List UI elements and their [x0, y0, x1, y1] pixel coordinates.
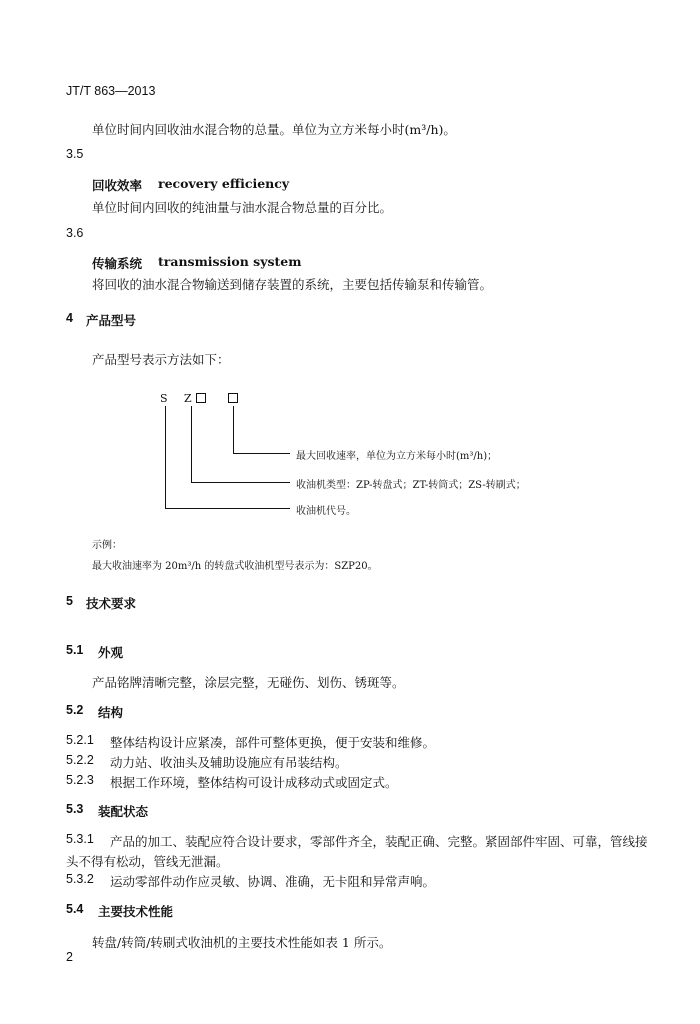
diagram-rate-box: [228, 393, 238, 403]
diagram-label-code: 收油机代号。: [296, 506, 356, 517]
term-3-6-en: transmission system: [158, 254, 302, 269]
section-number-4: 4: [66, 311, 73, 325]
clause-text-5-2-3: 根据工作环境，整体结构可设计成移动式或固定式。: [110, 775, 398, 790]
model-intro-text: 产品型号表示方法如下：: [92, 352, 230, 367]
clause-number-5-3: 5.3: [66, 802, 84, 816]
diagram-arrow-type: [191, 482, 290, 483]
example-title: 示例：: [92, 540, 122, 551]
clause-number-5-2-3: 5.2.3: [66, 773, 94, 787]
diagram-arrow-rate: [233, 453, 290, 454]
clause-text-5-2-2: 动力站、收油头及辅助设施应有吊装结构。: [110, 755, 348, 770]
diagram-label-rate: 最大回收速率，单位为立方米每小时(m³/h)；: [296, 451, 498, 462]
diagram-arrow-code: [165, 508, 290, 509]
section-heading-5: 技术要求: [86, 597, 137, 611]
diagram-type-box: [196, 393, 206, 403]
section-number-5: 5: [66, 594, 73, 608]
clause-heading-5-1: 外观: [98, 646, 124, 660]
clause-text-5-3-2: 运动零部件动作应灵敏、协调、准确，无卡阻和异常声响。: [110, 874, 436, 889]
standard-code: JT/T 863—2013: [66, 84, 156, 98]
clause-text-5-3-1-line2: 头不得有松动，管线无泄漏。: [66, 854, 229, 869]
definition-3-5: 单位时间内回收的纯油量与油水混合物总量的百分比。: [92, 200, 393, 215]
page-number: 2: [66, 950, 73, 964]
clause-text-5-4: 转盘/转筒/转刷式收油机的主要技术性能如表 1 所示。: [92, 935, 392, 950]
clause-heading-5-4: 主要技术性能: [98, 905, 174, 919]
term-3-5-zh: 回收效率: [92, 178, 143, 193]
clause-text-5-3-1-line1: 产品的加工、装配应符合设计要求，零部件齐全，装配正确、完整。紧固部件牢固、可靠，管线接: [110, 834, 648, 849]
diagram-label-type: 收油机类型：ZP-转盘式；ZT-转筒式；ZS-转刷式；: [296, 480, 526, 491]
definition-3-6: 将回收的油水混合物输送到储存装置的系统，主要包括传输泵和传输管。: [92, 277, 493, 292]
diagram-lead-code: [165, 406, 166, 508]
clause-number-5-2-1: 5.2.1: [66, 733, 94, 747]
clause-number-5-2-2: 5.2.2: [66, 753, 94, 767]
clause-number-5-4: 5.4: [66, 902, 84, 916]
clause-number-5-2: 5.2: [66, 703, 84, 717]
clause-heading-5-3: 装配状态: [98, 805, 149, 819]
diagram-lead-rate: [233, 406, 234, 453]
diagram-lead-type: [191, 406, 192, 482]
clause-text-5-1: 产品铭牌清晰完整，涂层完整，无碰伤、划伤、锈斑等。: [92, 675, 405, 690]
clause-number-5-3-2: 5.3.2: [66, 872, 94, 886]
term-3-6-zh: 传输系统: [92, 256, 143, 271]
clause-number-5-3-1: 5.3.1: [66, 832, 94, 846]
clause-text-5-2-1: 整体结构设计应紧凑，部件可整体更换，便于安装和维修。: [110, 735, 436, 750]
definition-continuation: 单位时间内回收油水混合物的总量。单位为立方米每小时(m³/h)。: [92, 122, 456, 137]
diagram-code-z: Z: [184, 392, 192, 405]
term-3-5-en: recovery efficiency: [158, 176, 290, 191]
clause-number-3-6: 3.6: [66, 226, 84, 240]
clause-number-3-5: 3.5: [66, 147, 84, 161]
clause-number-5-1: 5.1: [66, 643, 84, 657]
example-text: 最大收油速率为 20m³/h 的转盘式收油机型号表示为：SZP20。: [92, 561, 378, 572]
clause-heading-5-2: 结构: [98, 706, 124, 720]
diagram-code-s: S: [160, 392, 168, 405]
section-heading-4: 产品型号: [86, 314, 137, 328]
